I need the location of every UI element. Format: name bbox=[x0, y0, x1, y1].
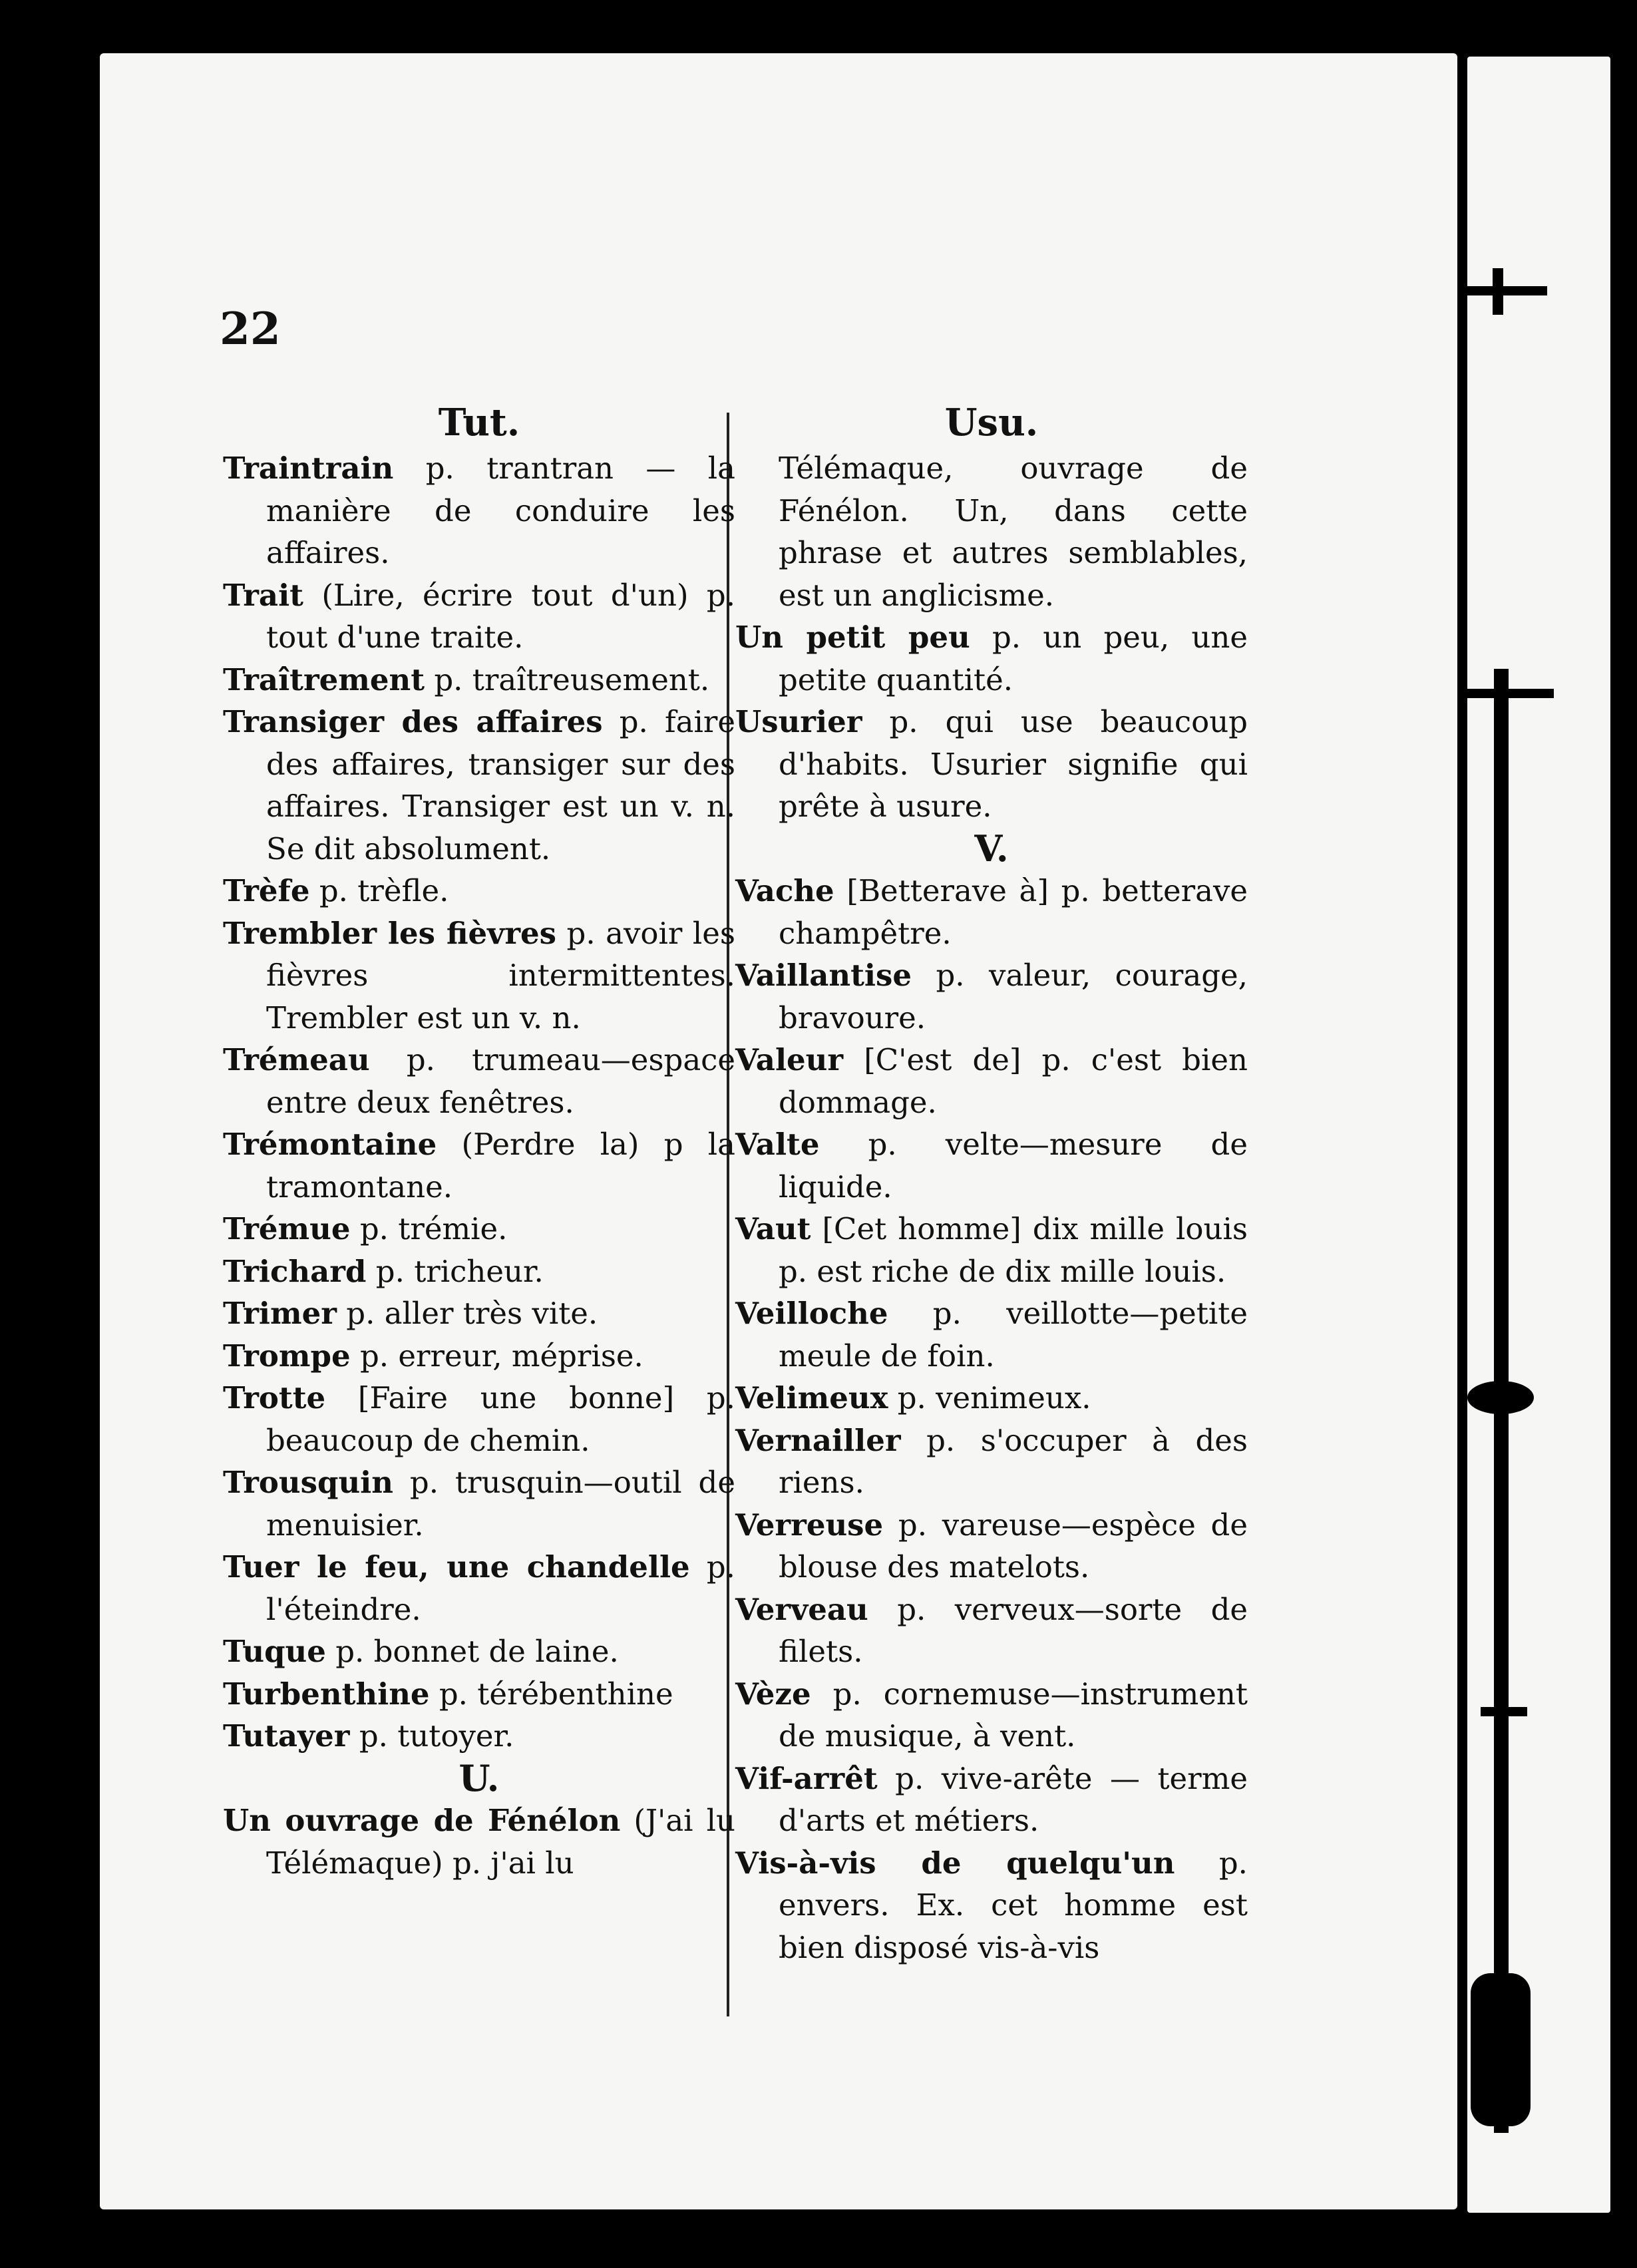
dictionary-entry bbox=[223, 1630, 735, 1673]
dictionary-entry bbox=[735, 1292, 1248, 1377]
entry-headword: Vèze bbox=[735, 1676, 811, 1712]
dictionary-entry bbox=[735, 1842, 1248, 1969]
entry-headword: Vernailler bbox=[735, 1422, 901, 1458]
right-column bbox=[735, 399, 1248, 1969]
entry-definition: p. tricheur. bbox=[375, 1253, 544, 1289]
dictionary-entry bbox=[223, 1250, 735, 1293]
entry-definition: p. erreur, méprise. bbox=[359, 1338, 643, 1374]
entry-definition: p. qui use beaucoup d'habits. Usurier signifie qui prête à usure. bbox=[779, 704, 1248, 824]
entry-definition: p. veillotte—petite meule de foin. bbox=[779, 1296, 1248, 1374]
entry-definition: (Lire, écrire tout d'un) p. tout d'une traite. bbox=[266, 577, 736, 655]
dictionary-entry bbox=[735, 1208, 1248, 1292]
entry-definition: p. tutoyer. bbox=[359, 1718, 514, 1754]
entry-headword: Trembler les fièvres bbox=[223, 915, 557, 951]
dictionary-entry bbox=[735, 1673, 1248, 1758]
entry-headword: Turbenthine bbox=[223, 1676, 430, 1712]
entry-headword: Tutayer bbox=[223, 1718, 350, 1754]
entry-headword: Trotte bbox=[223, 1380, 326, 1416]
dictionary-entry bbox=[223, 1208, 735, 1250]
entry-definition: (Perdre la) p la tramontane. bbox=[266, 1127, 735, 1205]
entry-headword: Vaillantise bbox=[735, 958, 912, 993]
adjacent-page-strip bbox=[1467, 57, 1610, 2213]
entry-continuation: Télémaque, ouvrage de Fénélon. Un, dans cette phrase et autres semblables, est un anglicisme. bbox=[779, 451, 1248, 613]
entry-headword: Valte bbox=[735, 1127, 820, 1162]
entry-headword: Trichard bbox=[223, 1253, 367, 1289]
entry-definition: (J'ai lu Télémaque) p. j'ai lu bbox=[266, 1803, 735, 1881]
entry-headword: Vif-arrêt bbox=[735, 1760, 878, 1796]
dictionary-entry bbox=[735, 1758, 1248, 1842]
dictionary-entry bbox=[735, 701, 1248, 828]
entry-headword: Tuer le feu, une chandelle bbox=[223, 1549, 690, 1585]
entry-definition: p. un peu, une petite quantité. bbox=[779, 620, 1248, 697]
dictionary-entry bbox=[223, 1123, 735, 1208]
binding-mark bbox=[1481, 1707, 1527, 1716]
dictionary-entry bbox=[223, 447, 735, 574]
column-running-head: Usu. bbox=[944, 401, 1039, 445]
binding-mark bbox=[1493, 268, 1503, 315]
dictionary-entry bbox=[223, 1292, 735, 1335]
binding-mark bbox=[1467, 689, 1554, 698]
entry-headword: Traintrain bbox=[223, 451, 394, 486]
entry-headword: Trompe bbox=[223, 1338, 351, 1374]
entry-headword: Trèfe bbox=[223, 873, 310, 908]
dictionary-entry bbox=[223, 1461, 735, 1546]
dictionary-entry bbox=[223, 1546, 735, 1630]
dictionary-entry bbox=[223, 1673, 735, 1716]
entry-definition: p. cornemuse—instrument de musique, à vent. bbox=[779, 1676, 1248, 1754]
entry-definition: p. l'éteindre. bbox=[266, 1549, 735, 1627]
binding-mark bbox=[1467, 286, 1547, 295]
entry-headword: Vache bbox=[735, 873, 834, 908]
letter-section-heading: V. bbox=[974, 827, 1009, 870]
dictionary-entry bbox=[735, 1419, 1248, 1504]
dictionary-entry bbox=[735, 616, 1248, 701]
dictionary-entry bbox=[735, 1123, 1248, 1208]
entry-headword: Tuque bbox=[223, 1634, 326, 1669]
dictionary-entry bbox=[223, 1799, 735, 1884]
entry-definition: p. trèfle. bbox=[319, 873, 449, 908]
entry-headword: Trémeau bbox=[223, 1042, 370, 1077]
entry-definition: [C'est de] p. c'est bien dommage. bbox=[779, 1042, 1248, 1120]
entry-definition: p. trémie. bbox=[359, 1211, 508, 1246]
dictionary-entry bbox=[735, 1039, 1248, 1123]
entry-headword: Trimer bbox=[223, 1296, 337, 1331]
letter-section-heading: U. bbox=[458, 1756, 500, 1799]
dictionary-entry bbox=[223, 1377, 735, 1461]
entry-definition: p. traîtreusement. bbox=[434, 662, 710, 697]
entry-definition: p. valeur, courage, bravoure. bbox=[779, 958, 1248, 1036]
binding-mark bbox=[1471, 1973, 1531, 2126]
dictionary-entry bbox=[735, 954, 1248, 1039]
entry-definition: [Faire une bonne] p. beaucoup de chemin. bbox=[266, 1380, 735, 1458]
entry-definition: p. trusquin—outil de menuisier. bbox=[266, 1465, 735, 1543]
entry-headword: Veilloche bbox=[735, 1296, 888, 1331]
dictionary-entry bbox=[223, 701, 735, 870]
dictionary-entry bbox=[223, 1715, 735, 1758]
entry-definition: p. trantran — la manière de conduire les affaires. bbox=[266, 451, 735, 570]
entry-definition: p. bonnet de laine. bbox=[335, 1634, 619, 1669]
entry-definition: p. envers. Ex. cet homme est bien disposé vis-à-vis bbox=[779, 1845, 1248, 1965]
entry-definition: p. s'occuper à des riens. bbox=[779, 1422, 1248, 1500]
entry-headword: Trousquin bbox=[223, 1465, 393, 1500]
entry-headword: Vis-à-vis de quelqu'un bbox=[735, 1845, 1175, 1881]
column-running-head: Tut. bbox=[438, 401, 520, 445]
dictionary-entry bbox=[735, 1504, 1248, 1589]
dictionary-entry bbox=[223, 912, 735, 1040]
entry-headword: Trémontaine bbox=[223, 1127, 437, 1162]
entry-definition: p. verveux—sorte de filets. bbox=[779, 1591, 1248, 1669]
entry-headword: Verveau bbox=[735, 1591, 868, 1627]
dictionary-entry bbox=[223, 870, 735, 912]
entry-definition: p. térébenthine bbox=[439, 1676, 673, 1712]
dictionary-entry bbox=[223, 1335, 735, 1378]
entry-definition: p. aller très vite. bbox=[346, 1296, 598, 1331]
entry-headword: Velimeux bbox=[735, 1380, 888, 1416]
dictionary-entry bbox=[223, 659, 735, 701]
entry-headword: Un petit peu bbox=[735, 620, 970, 655]
entry-headword: Usurier bbox=[735, 704, 862, 739]
dictionary-entry bbox=[223, 1039, 735, 1123]
left-column bbox=[223, 399, 735, 1884]
entry-definition: p. trumeau—espace entre deux fenêtres. bbox=[266, 1042, 735, 1120]
entry-headword: Transiger des affaires bbox=[223, 704, 603, 739]
entry-headword: Trait bbox=[223, 577, 303, 613]
entry-headword: Traîtrement bbox=[223, 662, 425, 697]
binding-mark bbox=[1467, 1381, 1534, 1414]
entry-definition: p. vive-arête — terme d'arts et métiers. bbox=[779, 1760, 1248, 1838]
entry-headword: Verreuse bbox=[735, 1507, 884, 1543]
dictionary-entry bbox=[223, 574, 735, 659]
entry-definition: [Betterave à] p. betterave champêtre. bbox=[779, 873, 1248, 951]
dictionary-entry bbox=[735, 870, 1248, 954]
entry-definition: p. faire des affaires, transiger sur des affaires. Transiger est un v. n. Se dit absolument. bbox=[266, 704, 735, 866]
entry-definition: p. vareuse—espèce de blouse des matelots. bbox=[779, 1507, 1248, 1585]
dictionary-entry bbox=[735, 1377, 1248, 1419]
entry-headword: Un ouvrage de Fénélon bbox=[223, 1803, 621, 1838]
entry-headword: Valeur bbox=[735, 1042, 844, 1077]
entry-definition: p. velte—mesure de liquide. bbox=[779, 1127, 1248, 1205]
entry-headword: Vaut bbox=[735, 1211, 811, 1246]
entry-definition: p. venimeux. bbox=[897, 1380, 1091, 1416]
entry-definition: [Cet homme] dix mille louis p. est riche de dix mille louis. bbox=[779, 1211, 1248, 1289]
entry-headword: Trémue bbox=[223, 1211, 351, 1246]
page-number: 22 bbox=[220, 303, 281, 355]
dictionary-entry bbox=[735, 1589, 1248, 1673]
entry-definition: p. avoir les fièvres intermittentes. Trembler est un v. n. bbox=[266, 915, 735, 1036]
